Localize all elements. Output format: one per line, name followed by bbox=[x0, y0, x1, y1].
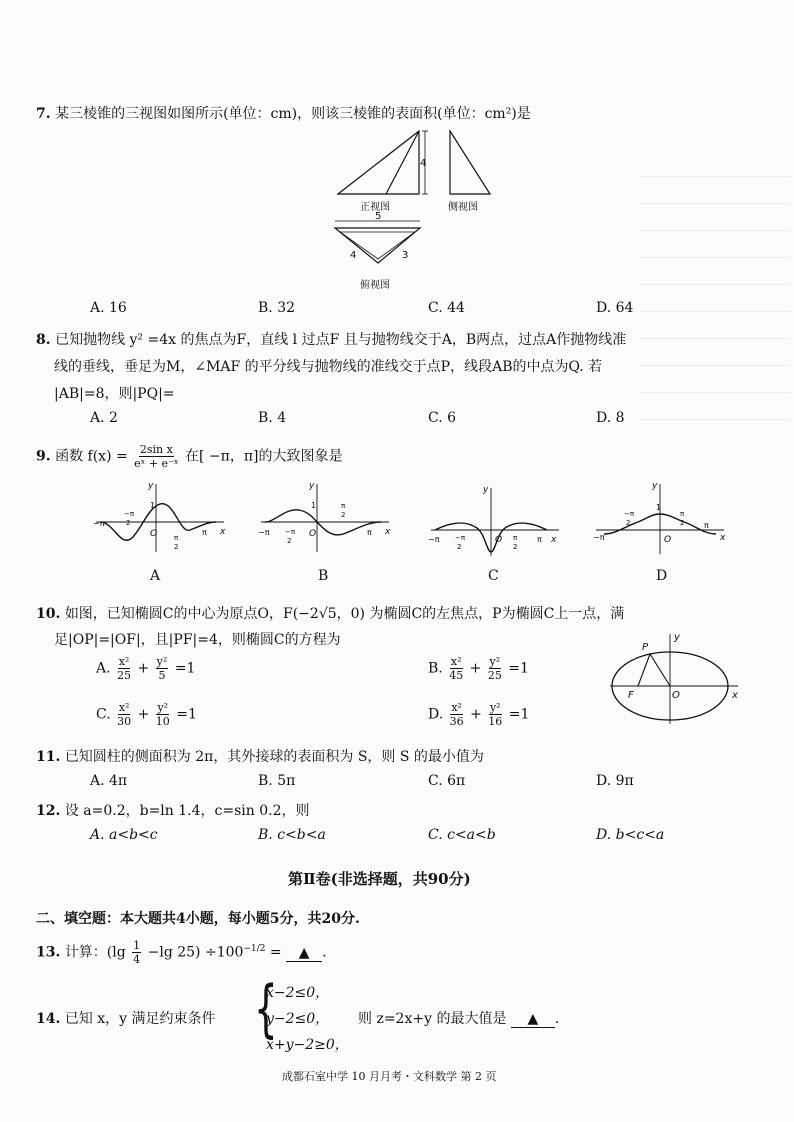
q7-side-view bbox=[450, 131, 490, 194]
q9-option-d: D bbox=[656, 568, 668, 584]
q9b-origin-label: O bbox=[309, 529, 317, 539]
q9c-neg-half-pi-d: 2 bbox=[457, 543, 462, 551]
q12-number: 12. bbox=[36, 803, 61, 819]
q10-f-label: F bbox=[628, 690, 634, 701]
q9-graph-a bbox=[90, 478, 230, 558]
q9d-y-label: y bbox=[652, 481, 658, 491]
q14-brace: { bbox=[254, 972, 278, 1045]
q11-option-d: D. 9π bbox=[596, 773, 634, 789]
q9-stem bbox=[36, 444, 343, 469]
q9c-origin-label: O bbox=[495, 535, 503, 545]
q10-option-c: C. $\frac{\text{x²}}{30}$ + $\frac{\text{y²}}{10}$ =1 bbox=[96, 701, 197, 728]
q9c-y-label: y bbox=[483, 485, 489, 495]
q14-answer-blank[interactable]: ▲ bbox=[511, 1011, 555, 1028]
q7-number: 7. bbox=[36, 106, 51, 122]
q9-prefix: 函数 f(x) = bbox=[55, 448, 128, 465]
q9-option-c: C bbox=[488, 568, 499, 584]
q11-text: 已知圆柱的侧面积为 2π，其外接球的表面积为 S，则 S 的最小值为 bbox=[64, 749, 484, 765]
q14-prefix: 已知 x，y 满足约束条件 bbox=[64, 1011, 216, 1027]
q12-stem bbox=[36, 800, 309, 820]
q13-fraction: $\frac{1}{4}$ bbox=[133, 939, 141, 966]
q13-mid: −lg 25) ÷100 bbox=[147, 944, 244, 961]
q8-option-d: D. 8 bbox=[596, 410, 625, 426]
q9d-neg-pi: −π bbox=[593, 533, 605, 542]
q9a-neg-pi: −π bbox=[93, 519, 105, 528]
q7-option-d: D. 64 bbox=[596, 300, 634, 316]
q9b-y-label: y bbox=[309, 481, 315, 491]
q7-dim-3: 3 bbox=[402, 250, 409, 261]
q9b-half-pi-d: 2 bbox=[341, 511, 346, 519]
q8-option-a: A. 2 bbox=[90, 410, 118, 426]
q9c-neg-pi: −π bbox=[428, 535, 440, 544]
q13-number: 13. bbox=[36, 944, 61, 961]
q12-option-a: A. a<b<c bbox=[90, 827, 158, 843]
q7-side-view-caption: 侧视图 bbox=[448, 202, 478, 213]
q11-stem bbox=[36, 746, 484, 766]
q11-option-c: C. 6π bbox=[428, 773, 466, 789]
q10-option-d: D. $\frac{\text{x²}}{36}$ + $\frac{\text{y²}}{16}$ =1 bbox=[428, 701, 530, 728]
q14-number: 14. bbox=[36, 1011, 61, 1027]
q7-option-b: B. 32 bbox=[258, 300, 296, 316]
q7-dim-4-height: 4 bbox=[420, 158, 427, 169]
q8-text-line1: 已知抛物线 y² =4x 的焦点为F，直线 l 过点F 且与抛物线交于A，B两点，过点A作抛物线准 bbox=[55, 332, 627, 348]
q13-equals: = bbox=[269, 944, 282, 961]
q9b-pi: π bbox=[367, 528, 372, 537]
q9d-neg-half-pi-d: 2 bbox=[626, 519, 631, 527]
q9a-pi: π bbox=[202, 528, 207, 537]
q9a-half-pi-n: π bbox=[174, 534, 179, 542]
q7-top-view-caption: 俯视图 bbox=[360, 280, 390, 291]
q12-option-b: B. c<b<a bbox=[258, 827, 326, 843]
q9b-one-label: 1 bbox=[311, 501, 317, 510]
q10-stem-line1 bbox=[36, 603, 624, 623]
q11-option-b: B. 5π bbox=[258, 773, 296, 789]
q12-option-c: C. c<a<b bbox=[428, 827, 496, 843]
q10-option-a: A. $\frac{\text{x²}}{25}$ + $\frac{\text{y²}}{5}$ =1 bbox=[96, 655, 196, 682]
q10-number: 10. bbox=[36, 606, 61, 622]
q10-text-line1: 如图，已知椭圆C的中心为原点O，F(−2√5，0) 为椭圆C的左焦点，P为椭圆C上一点，满 bbox=[64, 606, 625, 622]
q10-option-b: B. $\frac{\text{x²}}{45}$ + $\frac{\text{y²}}{25}$ =1 bbox=[428, 655, 529, 682]
q9-graph-d bbox=[590, 478, 730, 558]
q9a-origin-label: O bbox=[150, 529, 158, 539]
q9a-neg-half-pi-n: −π bbox=[124, 510, 135, 518]
q9c-half-pi-d: 2 bbox=[513, 543, 518, 551]
q9-frac-denominator: eˣ + e⁻ˣ bbox=[134, 457, 179, 470]
q9d-neg-half-pi-n: −π bbox=[624, 510, 635, 518]
q7-stem bbox=[36, 103, 531, 123]
q14-constraint-2: y−2≤0， bbox=[266, 1011, 330, 1027]
q9-option-a: A bbox=[150, 568, 161, 584]
q9d-x-label: x bbox=[720, 533, 726, 543]
q7-option-c: C. 44 bbox=[428, 300, 465, 316]
q13-exponent: −1/2 bbox=[243, 943, 266, 954]
q9c-neg-half-pi-n: −π bbox=[455, 534, 466, 542]
q7-text: 某三棱锥的三视图如图所示(单位：cm)，则该三棱锥的表面积(单位：cm²)是 bbox=[55, 106, 531, 122]
q8-number: 8. bbox=[36, 332, 51, 348]
q8-stem-line1 bbox=[36, 329, 626, 349]
q11-number: 11. bbox=[36, 749, 61, 765]
q9d-pi: π bbox=[704, 521, 709, 530]
q8-option-c: C. 6 bbox=[428, 410, 457, 426]
q9d-origin-label: O bbox=[664, 535, 672, 545]
q10-p-label: P bbox=[642, 642, 649, 653]
q9d-half-pi-d: 2 bbox=[680, 519, 685, 527]
q13-stem: 13. 计算：(lg $\frac{1}{4}$ −lg $25) \div 100^{-1/2}$ = ▲ . bbox=[36, 939, 327, 966]
q9d-half-pi-n: π bbox=[680, 510, 685, 518]
q13-prefix: 计算：(lg bbox=[64, 944, 126, 961]
q9a-one-label: 1 bbox=[150, 501, 156, 510]
q7-option-a: A. 16 bbox=[90, 300, 127, 316]
q9-option-b: B bbox=[318, 568, 329, 584]
q9b-half-pi-n: π bbox=[341, 502, 346, 510]
q9-graph-b bbox=[255, 478, 395, 558]
q10-text-line2: 足|OP|=|OF|，且|PF|=4，则椭圆C的方程为 bbox=[54, 632, 341, 648]
q9-graph-c bbox=[425, 478, 565, 558]
q14-stem bbox=[36, 1008, 216, 1028]
q7-dim-5: 5 bbox=[375, 211, 382, 222]
q12-text: 设 a=0.2，b=ln 1.4，c=sin 0.2，则 bbox=[64, 803, 310, 819]
q9c-x-label: x bbox=[551, 535, 557, 545]
q10-ellipse-figure bbox=[606, 628, 746, 728]
q9c-half-pi-n: π bbox=[513, 534, 518, 542]
q9b-x-label: x bbox=[385, 527, 391, 537]
q10-triangle-pfo bbox=[638, 654, 670, 686]
q13-answer-blank[interactable]: ▲ bbox=[286, 945, 322, 962]
q9a-half-pi-d: 2 bbox=[174, 543, 179, 551]
q9b-neg-pi: −π bbox=[258, 528, 270, 537]
q14-constraint-3: x+y−2≥0， bbox=[266, 1037, 349, 1053]
q7-front-view bbox=[338, 131, 419, 194]
q11-option-a: A. 4π bbox=[90, 773, 128, 789]
q8-option-b: B. 4 bbox=[258, 410, 287, 426]
q9-number: 9. bbox=[36, 448, 51, 465]
q7-front-view-caption: 正视图 bbox=[360, 202, 390, 213]
q9c-pi: π bbox=[537, 535, 542, 544]
q7-dim-4: 4 bbox=[350, 250, 357, 261]
q9-suffix: 在[ −π，π]的大致图象是 bbox=[185, 448, 343, 465]
q8-text-line3: |AB|=8，则|PQ|= bbox=[54, 386, 175, 402]
section2-title: 第Ⅱ卷(非选择题，共90分) bbox=[288, 870, 471, 888]
q14-ask: 则 z=2x+y 的最大值是 ▲ . bbox=[358, 1011, 560, 1027]
q8-text-line2: 线的垂线，垂足为M，∠MAF 的平分线与抛物线的准线交于点P，线段AB的中点为Q. 若 bbox=[54, 359, 603, 375]
q9-frac-numerator: 2sin x bbox=[139, 443, 173, 456]
q10-o-label: O bbox=[672, 690, 680, 701]
q9d-one-label: 1 bbox=[656, 503, 662, 512]
q9a-neg-half-pi-d: 2 bbox=[126, 519, 131, 527]
q12-option-d: D. b<c<a bbox=[596, 827, 665, 843]
q9b-neg-half-pi-d: 2 bbox=[287, 537, 292, 545]
bleed-through-texture bbox=[640, 150, 790, 430]
page-footer: 成都石室中学 10 月月考・文科数学 第 2 页 bbox=[282, 1070, 497, 1083]
q9-fraction bbox=[134, 444, 178, 469]
q9a-y-label: y bbox=[148, 481, 154, 491]
q10-x-label: x bbox=[732, 690, 738, 701]
q9a-x-label: x bbox=[220, 527, 226, 537]
section2-part-heading: 二、填空题：本大题共4小题，每小题5分，共20分. bbox=[36, 911, 360, 927]
q14-constraint-1: x−2≤0， bbox=[266, 985, 330, 1001]
q9b-neg-half-pi-n: −π bbox=[285, 528, 296, 536]
q10-y-label: y bbox=[674, 632, 680, 643]
